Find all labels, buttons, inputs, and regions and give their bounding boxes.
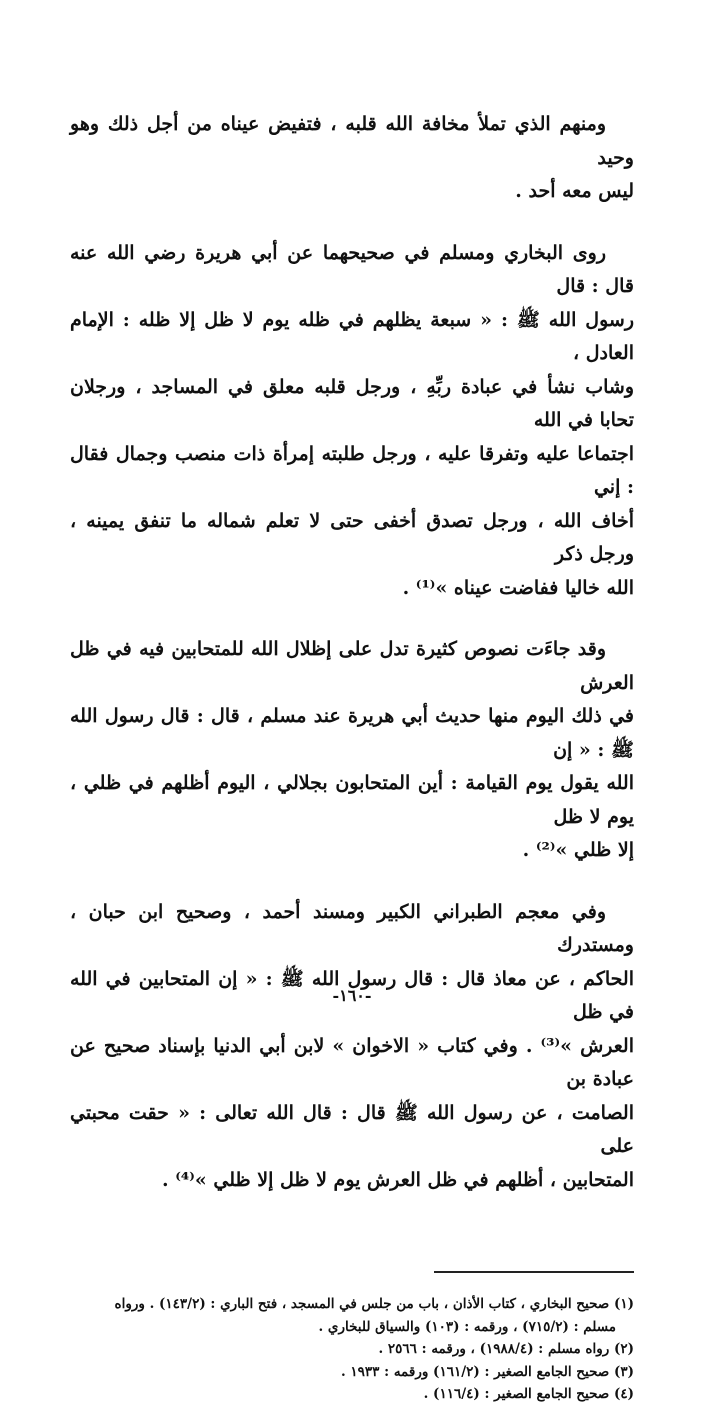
paragraph-line: المتحابين ، أظلهم في ظل العرش يوم لا ظل إلا ظلي »⁽⁴⁾ .: [162, 1168, 634, 1191]
paragraph-line: العرش »⁽³⁾ . وفي كتاب « الاخوان » لابن أبي الدنيا بإسناد صحيح عن عبادة بن: [70, 1034, 634, 1090]
paragraph-line: وقد جاءَت نصوص كثيرة تدل على إظلال الله للمتحابين فيه في ظل العرش: [70, 638, 634, 694]
paragraph-line: وشاب نشأ في عبادة ربِّهِ ، ورجل قلبه معلق في المساجد ، ورجلان تحابا في الله: [70, 375, 634, 431]
paragraph-4: [70, 896, 634, 1198]
paragraph-line: ليس معه أحد .: [515, 180, 634, 202]
footnote-2: (٢) رواه مسلم : (١٩٨٨/٤) ، ورقمه : ٢٥٦٦ .: [378, 1341, 634, 1357]
paragraph-line: الله يقول يوم القيامة : أين المتحابون بجلالي ، اليوم أظلهم في ظلي ، يوم لا ظل: [70, 772, 634, 828]
paragraph-line: الصامت ، عن رسول الله ﷺ قال : قال الله تعالى : « حقت محبتي على: [70, 1101, 634, 1157]
paragraph-line: روى البخاري ومسلم في صحيحهما عن أبي هريرة رضي الله عنه قال : قال: [70, 241, 634, 297]
footnotes: [70, 1293, 634, 1406]
paragraph-line: إلا ظلي »⁽²⁾ .: [522, 839, 634, 861]
footnote-4: (٤) صحيح الجامع الصغير : (١١٦/٤) .: [423, 1386, 634, 1402]
paragraph-line: رسول الله ﷺ : « سبعة يظلهم في ظله يوم لا ظل إلا ظله : الإمام العادل ،: [70, 308, 634, 364]
footnote-1-line: مسلم : (٧١٥/٢) ، ورقمه : (١٠٣) والسياق للبخاري .: [318, 1318, 616, 1335]
paragraph-3: [70, 633, 634, 868]
footnote-separator: [434, 1271, 634, 1273]
paragraph-line: أخاف الله ، ورجل تصدق أخفى حتى لا تعلم شماله ما تنفق يمينه ، ورجل ذكر: [70, 509, 634, 565]
paragraph-line: الحاكم ، عن معاذ قال : قال رسول الله ﷺ : « إن المتحابين في الله في ظل: [70, 967, 634, 1023]
paragraph-line: الله خاليا ففاضت عيناه »⁽¹⁾ .: [402, 576, 634, 599]
paragraph-line: وفي معجم الطبراني الكبير ومسند أحمد ، وصحيح ابن حبان ، ومستدرك: [70, 900, 634, 956]
page-number: -١٦٠-: [332, 986, 372, 1005]
paragraph-line: ومنهم الذي تملأ مخافة الله قلبه ، فتفيض عيناه من أجل ذلك وهو وحيد: [70, 113, 634, 169]
footnote-separator-wrap: [70, 1225, 634, 1279]
paragraph-1: [70, 108, 634, 209]
footnote-3: (٣) صحيح الجامع الصغير : (١٦١/٢) ورقمه : ١٩٣٣ .: [341, 1363, 634, 1380]
paragraph-line: اجتماعا عليه وتفرقا عليه ، ورجل طلبته إمرأة ذات منصب وجمال فقال : إني: [70, 442, 634, 498]
paragraph-2: [70, 237, 634, 606]
footnote-1-line: (١) صحيح البخاري ، كتاب الأذان ، باب من جلس في المسجد ، فتح الباري : (١٤٣/٢) . ورواه: [114, 1296, 634, 1312]
paragraph-line: في ذلك اليوم منها حديث أبي هريرة عند مسلم ، قال : قال رسول الله ﷺ : « إن: [70, 705, 634, 761]
